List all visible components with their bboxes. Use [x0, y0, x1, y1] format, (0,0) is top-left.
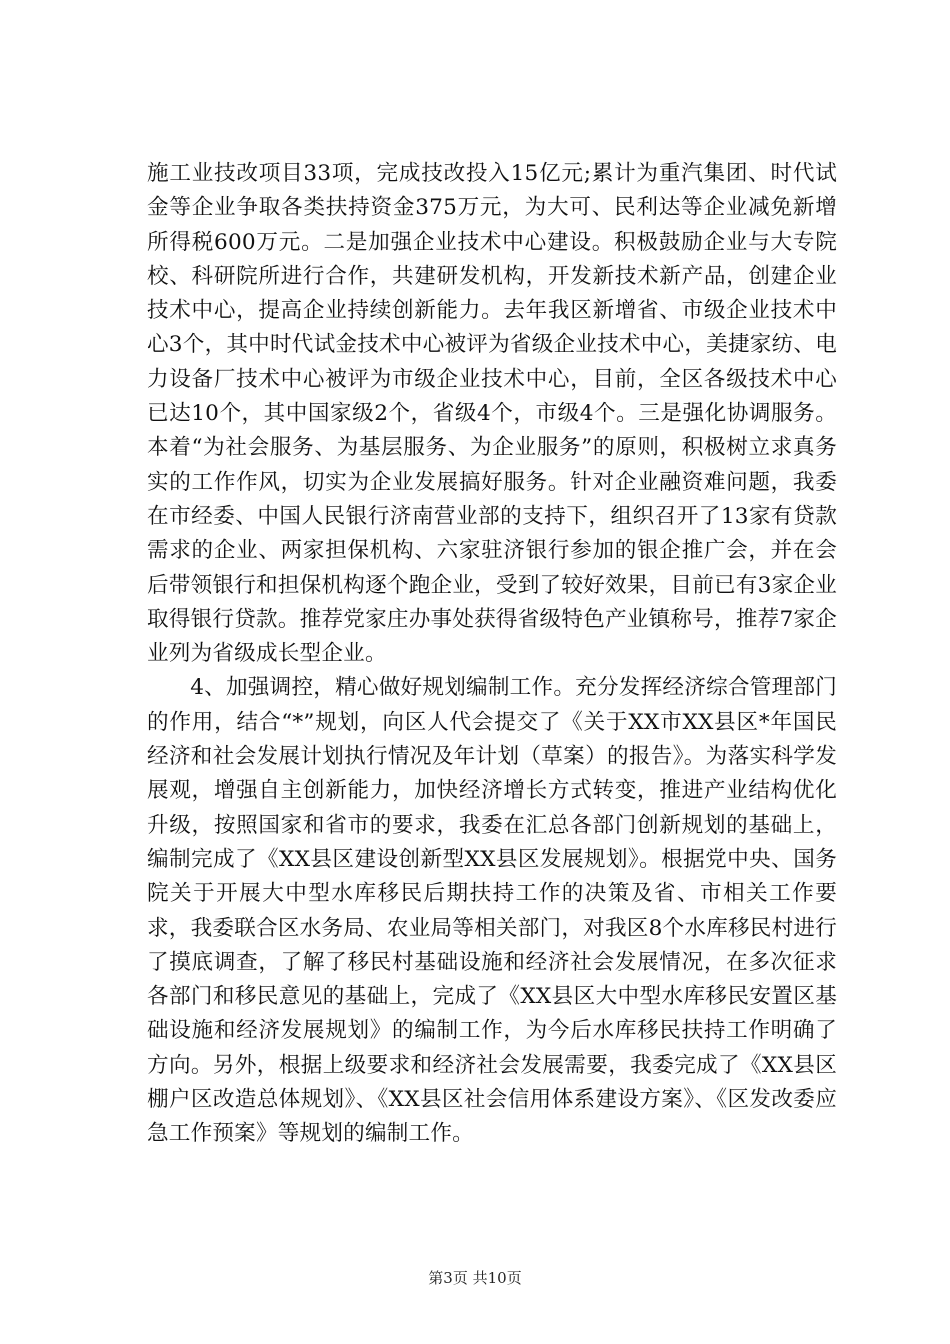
document-body [147, 157, 837, 1152]
page-footer: 第3页 共10页 [428, 1269, 522, 1287]
paragraph-continuation: 施工业技改项目33项，完成技改投入15亿元;累计为重汽集团、时代试金等企业争取各类扶持资金375万元，为大可、民利达等企业减免新增所得税600万元。二是加强企业技术中心建设。积极鼓励企业与大专院校、科研院所进行合作，共建研发机构，开发新技术新产品，创建企业技术中心，提高企业持续创新能力。去年我区新增省、市级企业技术中心3个，其中时代试金技术中心被评为省级企业技术中心，美捷家纺、电力设备厂技术中心被评为市级企业技术中心，目前，全区各级技术中心已达10个，其中国家级2个，省级4个，市级4个。三是强化协调服务。本着“为社会服务、为基层服务、为企业服务”的原则，积极树立求真务实的工作作风，切实为企业发展搞好服务。针对企业融资难问题，我委在市经委、中国人民银行济南营业部的支持下，组织召开了13家有贷款需求的企业、两家担保机构、六家驻济银行参加的银企推广会，并在会后带领银行和担保机构逐个跑企业，受到了较好效果，目前已有3家企业取得银行贷款。推荐党家庄办事处获得省级特色产业镇称号，推荐7家企业列为省级成长型企业。 [147, 161, 837, 667]
paragraph-section-4: 4、加强调控，精心做好规划编制工作。充分发挥经济综合管理部门的作用，结合“*”规划，向区人代会提交了《关于XX市XX县区*年国民经济和社会发展计划执行情况及年计划（草案）的报告》。为落实科学发展观，增强自主创新能力，加快经济增长方式转变，推进产业结构优化升级，按照国家和省市的要求，我委在汇总各部门创新规划的基础上，编制完成了《XX县区建设创新型XX县区发展规划》。根据党中央、国务院关于开展大中型水库移民后期扶持工作的决策及省、市相关工作要求，我委联合区水务局、农业局等相关部门，对我区8个水库移民村进行了摸底调查，了解了移民村基础设施和经济社会发展情况，在多次征求各部门和移民意见的基础上，完成了《XX县区大中型水库移民安置区基础设施和经济发展规划》的编制工作，为今后水库移民扶持工作明确了方向。另外，根据上级要求和经济社会发展需要，我委完成了《XX县区棚户区改造总体规划》、《XX县区社会信用体系建设方案》、《区发改委应急工作预案》等规划的编制工作。 [147, 675, 837, 1147]
